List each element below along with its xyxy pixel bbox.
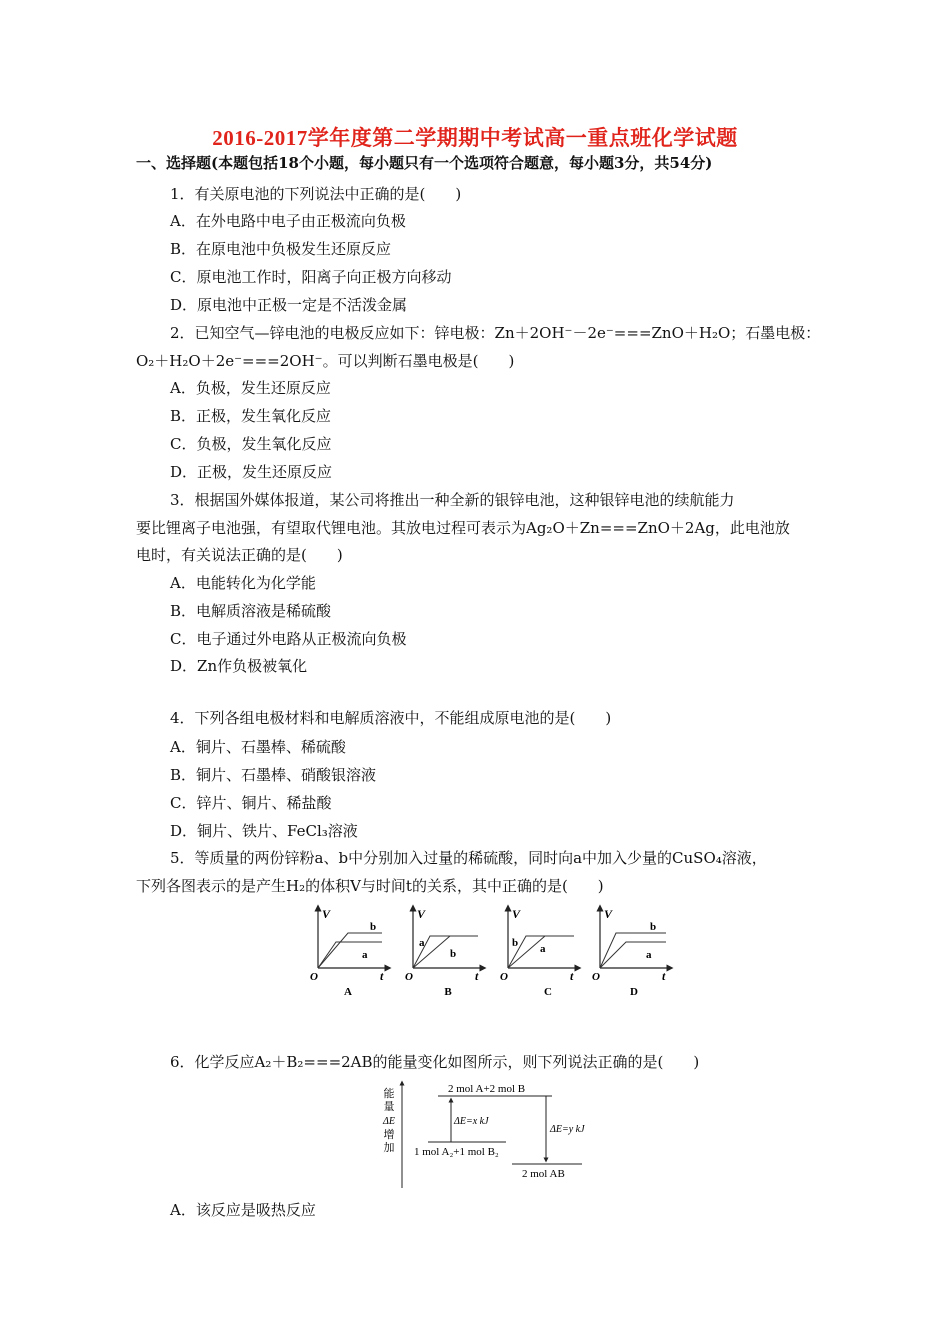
graph-a-t-label: t [380, 969, 384, 983]
graph-a-origin: O [310, 971, 318, 983]
question-3-option-d: D．Zn作负极被氧化 [170, 657, 308, 675]
question-3-stem-line1: 3．根据国外媒体报道，某公司将推出一种全新的银锌电池，这种银锌电池的续航能力 [170, 491, 735, 509]
graph-d-caption: D [630, 986, 638, 998]
top-level-label: 2 mol A+2 mol B [448, 1083, 526, 1095]
question-6-energy-diagram [376, 1078, 616, 1197]
question-1-option-c: C．原电池工作时，阳离子向正极方向移动 [170, 268, 452, 286]
axis-char-4: 增 [383, 1129, 395, 1141]
graph-d-origin: O [592, 971, 600, 983]
graph-d-v-label: V [604, 907, 613, 921]
question-2-stem-line1: 2．已知空气—锌电池的电极反应如下：锌电极：Zn＋2OH⁻－2e⁻===ZnO＋H₂O；石墨电极： [170, 324, 821, 342]
graph-a-v-label: V [322, 907, 331, 921]
question-2-stem-line2: O₂＋H₂O＋2e⁻===2OH⁻。可以判断石墨电极是( ) [136, 352, 515, 370]
axis-char-1: 能 [383, 1088, 395, 1100]
axis-char-5: 加 [383, 1142, 395, 1154]
question-1-stem: 1．有关原电池的下列说法中正确的是( ) [170, 185, 462, 203]
graph-b-t-label: t [475, 969, 479, 983]
graph-a-lower-label: a [362, 949, 368, 961]
question-5-stem-line2: 下列各图表示的是产生H₂的体积V与时间t的关系，其中正确的是( ) [136, 877, 604, 895]
page-title: 2016-2017学年度第二学期期中考试高一重点班化学试题 [212, 126, 738, 150]
question-1-option-d: D．原电池中正极一定是不活泼金属 [170, 296, 408, 314]
question-4-stem: 4．下列各组电极材料和电解质溶液中，不能组成原电池的是( ) [170, 709, 612, 727]
question-3-option-c: C．电子通过外电路从正极流向负极 [170, 630, 407, 648]
question-4-option-d: D．铜片、铁片、FeCl₃溶液 [170, 822, 358, 840]
question-2-option-d: D．正极，发生还原反应 [170, 463, 333, 481]
question-3-option-a: A．电能转化为化学能 [170, 574, 316, 592]
question-1-option-b: B．在原电池中负极发生还原反应 [170, 240, 392, 258]
graph-c-upper-label: b [512, 937, 519, 949]
delta-y-label: ΔE=y kJ [550, 1124, 585, 1135]
graph-b-lower-label: b [450, 948, 457, 960]
graph-b-origin: O [405, 971, 413, 983]
graph-d [592, 907, 670, 998]
graph-a-upper-label: b [370, 921, 377, 933]
graph-b-v-label: V [417, 907, 426, 921]
question-4-option-b: B．铜片、石墨棒、硝酸银溶液 [170, 766, 377, 784]
question-3-stem-line3: 电时，有关说法正确的是( ) [136, 546, 343, 564]
graph-a [310, 907, 388, 998]
question-4-option-c: C．锌片、铜片、稀盐酸 [170, 794, 332, 812]
question-6-option-a: A．该反应是吸热反应 [170, 1201, 316, 1219]
graph-c-origin: O [500, 971, 508, 983]
bottom-level-label: 2 mol AB [522, 1168, 565, 1180]
graph-d-lower-label: a [646, 949, 652, 961]
axis-char-3: ΔE [383, 1116, 395, 1127]
graph-c [500, 907, 578, 998]
question-6-stem: 6．化学反应A₂＋B₂===2AB的能量变化如图所示，则下列说法正确的是( ) [170, 1053, 700, 1071]
graph-d-t-label: t [662, 969, 666, 983]
graph-c-caption: C [544, 986, 552, 998]
question-4-option-a: A．铜片、石墨棒、稀硫酸 [170, 738, 346, 756]
question-5-graphs [300, 900, 680, 1004]
axis-char-2: 量 [383, 1101, 395, 1113]
question-3-option-b: B．电解质溶液是稀硫酸 [170, 602, 332, 620]
mid-level-label: 1 mol A₂+1 mol B₂ [414, 1146, 499, 1158]
question-2-option-c: C．负极，发生氧化反应 [170, 435, 332, 453]
question-2-option-b: B．正极，发生氧化反应 [170, 407, 332, 425]
graph-c-t-label: t [570, 969, 574, 983]
question-2-option-a: A．负极，发生还原反应 [170, 379, 331, 397]
question-5-stem-line1: 5．等质量的两份锌粉a、b中分别加入过量的稀硫酸，同时向a中加入少量的CuSO₄溶液， [170, 849, 767, 867]
question-1-option-a: A．在外电路中电子由正极流向负极 [170, 212, 406, 230]
graph-b-upper-label: a [419, 937, 425, 949]
graph-c-v-label: V [512, 907, 521, 921]
section-heading: 一、选择题(本题包括18个小题，每小题只有一个选项符合题意，每小题3分，共54分) [136, 154, 713, 172]
graph-b [405, 907, 483, 998]
graph-d-upper-label: b [650, 921, 657, 933]
graph-a-caption: A [344, 986, 352, 998]
graph-b-caption: B [444, 986, 452, 998]
question-3-stem-line2: 要比锂离子电池强，有望取代锂电池。其放电过程可表示为Ag₂O＋Zn===ZnO＋2Ag，此电池放 [136, 519, 790, 537]
delta-x-label: ΔE=x kJ [454, 1116, 489, 1127]
graph-c-lower-label: a [540, 943, 546, 955]
